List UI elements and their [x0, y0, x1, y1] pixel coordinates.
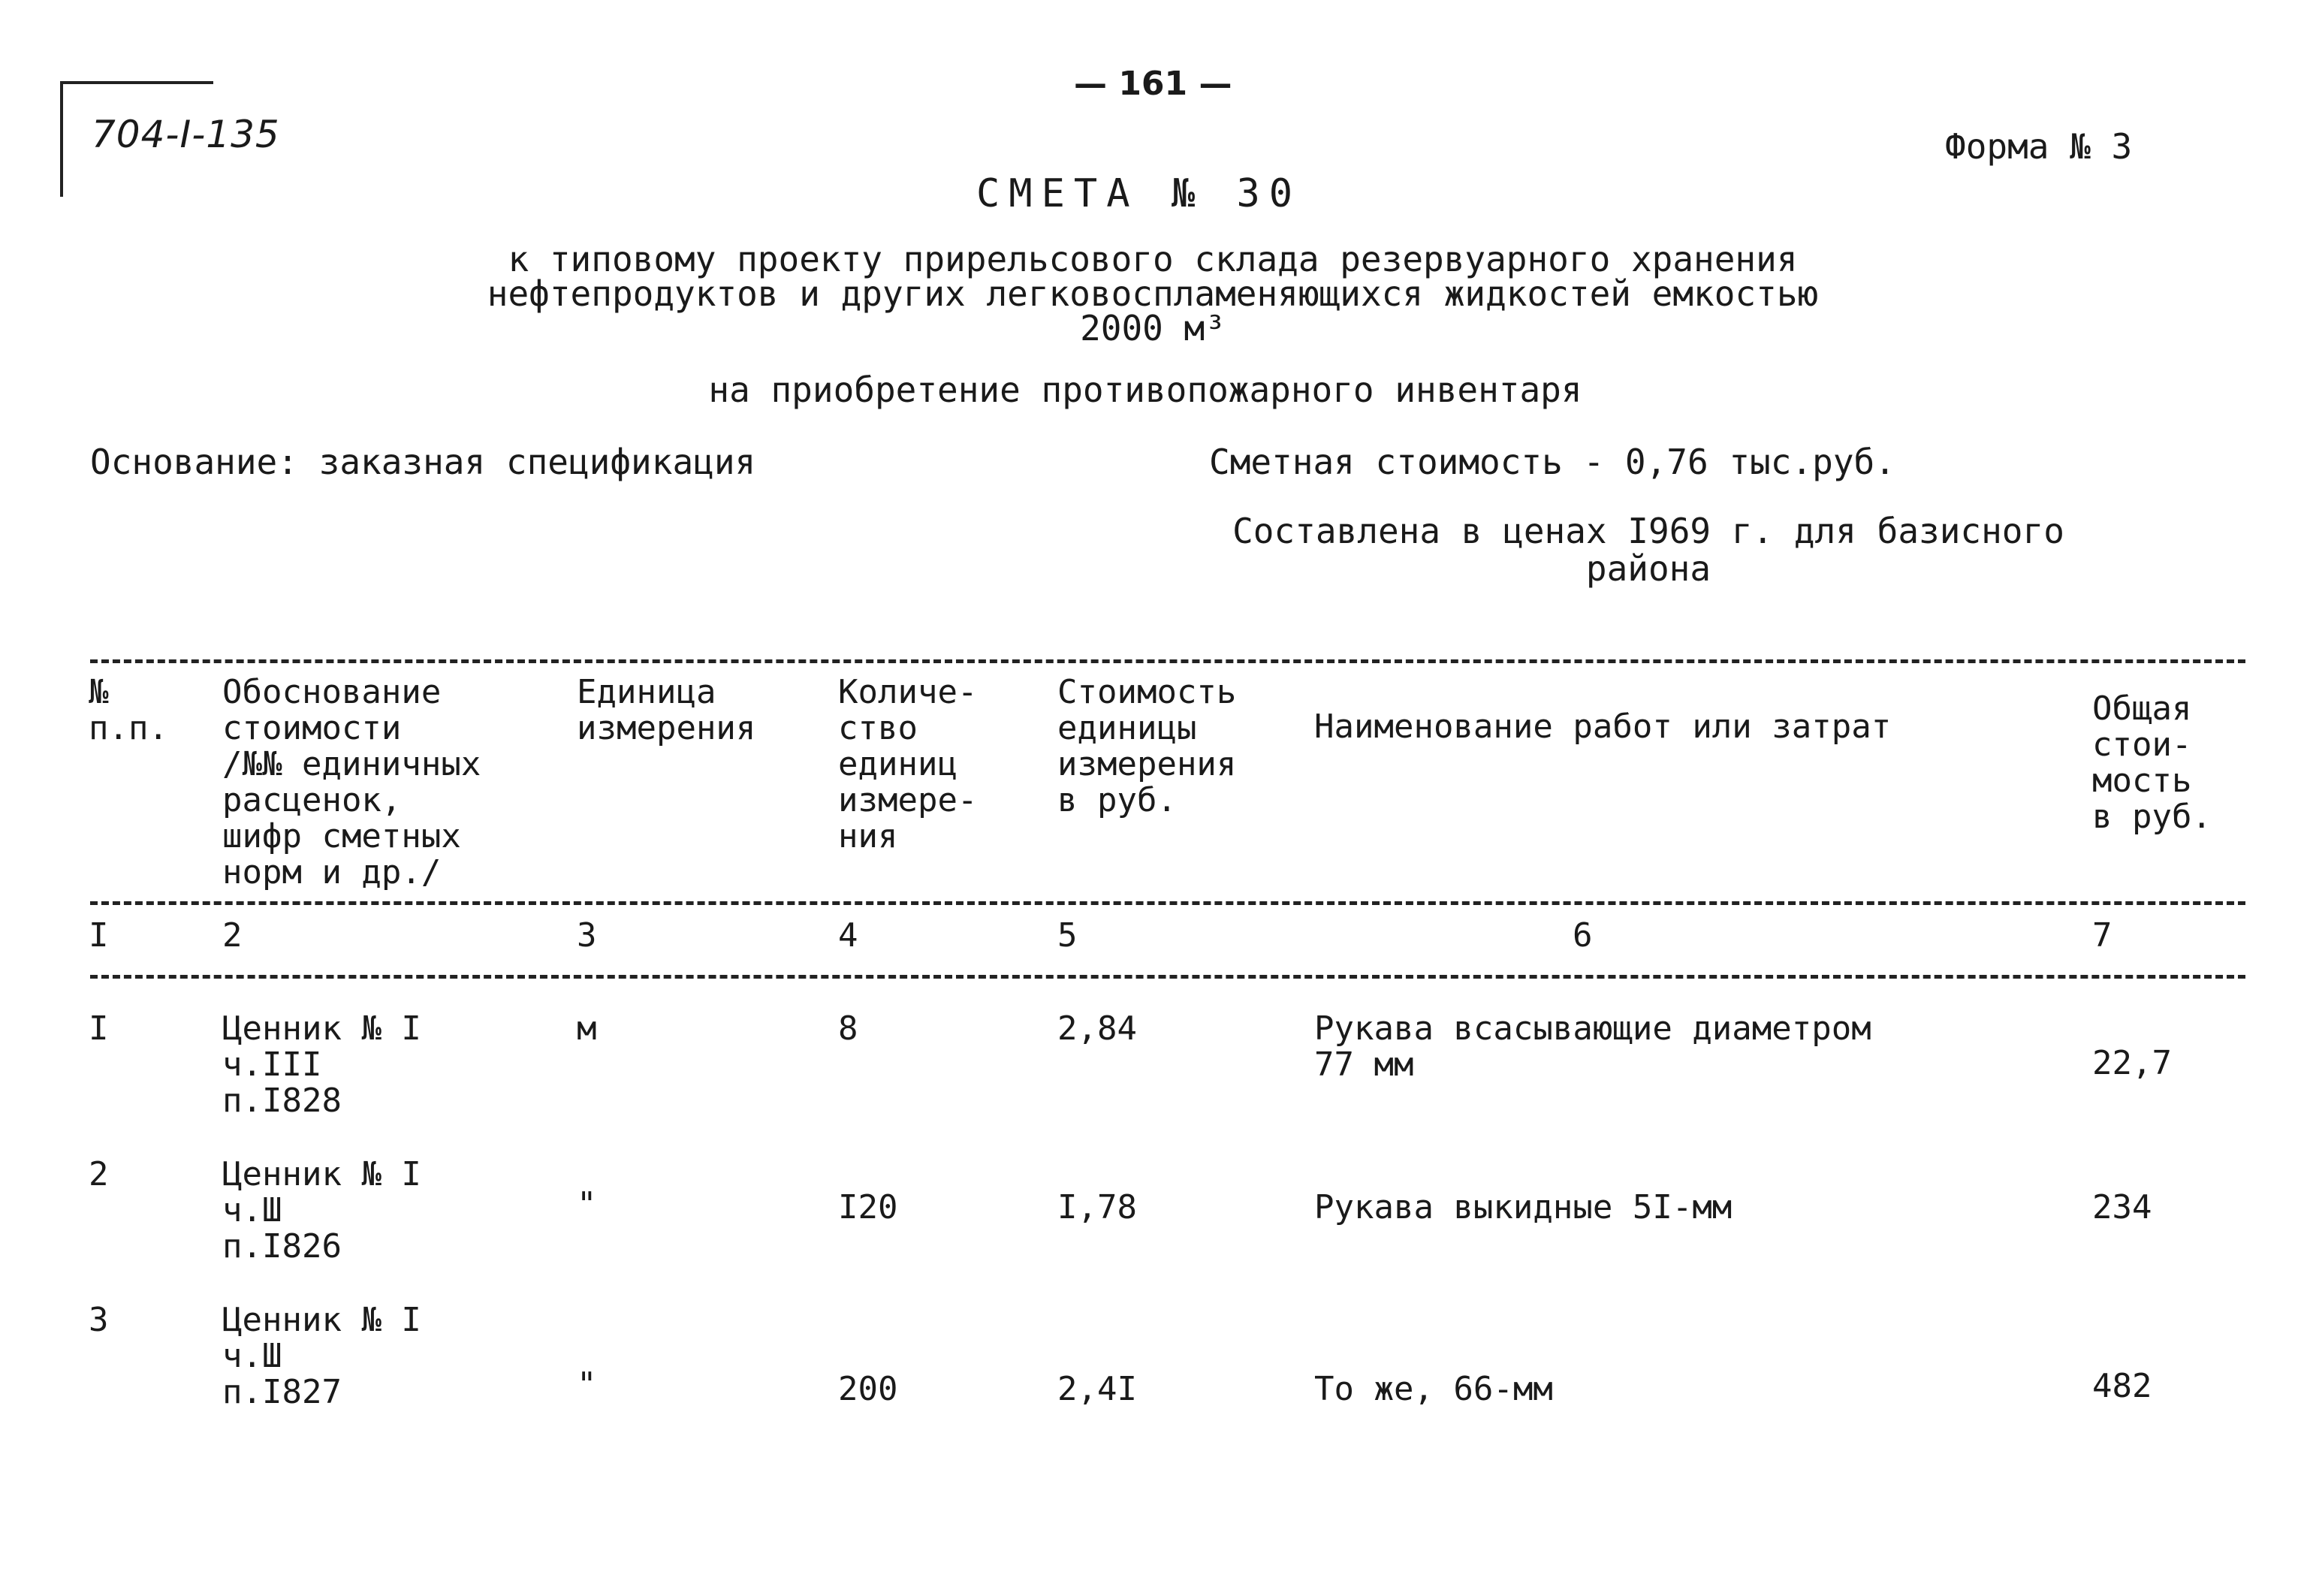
row-unit: "	[577, 1185, 597, 1223]
row-quantity: I20	[838, 1188, 898, 1226]
row-unit: м	[577, 1009, 597, 1048]
row-total: 234	[2092, 1188, 2152, 1226]
table-rule-header	[90, 901, 2245, 905]
document-purpose: на приобретение противопожарного инвентаря	[708, 370, 1582, 410]
row-total: 22,7	[2092, 1044, 2172, 1082]
header-col-name: Наименование работ или затрат	[1314, 707, 1892, 746]
column-number: 7	[2092, 916, 2112, 955]
row-unit: "	[577, 1365, 597, 1404]
row-basis: Ценник № I ч.III п.I828	[222, 1009, 421, 1120]
header-col-price: Стоимость единицы измерения в руб.	[1057, 673, 1237, 819]
row-total: 482	[2092, 1367, 2152, 1405]
column-number: 4	[838, 916, 858, 955]
row-unit-price: 2,4I	[1057, 1370, 1137, 1408]
header-col-qty: Количе- ство единиц измере- ния	[838, 673, 978, 855]
table-rule-top	[90, 659, 2245, 663]
prices-note: Составлена в ценах I969 г. для базисного района	[1232, 511, 2064, 589]
row-number: I	[89, 1009, 109, 1048]
document-stamp: 704-I-135	[92, 113, 280, 156]
header-col-unit: Единица измерения	[577, 673, 756, 747]
column-number: 3	[577, 916, 597, 955]
header-col-total: Общая стои- мость в руб.	[2092, 689, 2212, 836]
row-item-name: Рукава всасывающие диаметром 77 мм	[1314, 1009, 1871, 1084]
header-col-basis: Обоснование стоимости /№№ единичных расценок, шифр сметных норм и др./	[222, 673, 481, 892]
row-item-name: Рукава выкидные 5I-мм	[1314, 1188, 1733, 1226]
row-unit-price: I,78	[1057, 1188, 1137, 1226]
row-number: 2	[89, 1155, 109, 1193]
table-rule-colnums	[90, 975, 2245, 979]
document-title: СМЕТА № 30	[976, 171, 1302, 216]
column-number: 6	[1573, 916, 1593, 955]
header-col-num: № п.п.	[89, 673, 168, 747]
row-basis: Ценник № I ч.Ш п.I826	[222, 1155, 421, 1266]
form-number: Форма № 3	[1945, 126, 2133, 167]
column-number: 5	[1057, 916, 1078, 955]
document-subtitle: к типовому проекту прирельсового склада резервуарного хранения нефтепродуктов и других легковоспламеняющихся жидкостей емкостью 2000 м³	[487, 239, 1819, 348]
page-number: — 161 —	[1074, 65, 1232, 103]
row-basis: Ценник № I ч.Ш п.I827	[222, 1301, 421, 1411]
column-number: 2	[222, 916, 243, 955]
column-number: I	[89, 916, 109, 955]
estimated-cost: Сметная стоимость - 0,76 тыс.руб.	[1209, 442, 1895, 482]
row-number: 3	[89, 1301, 109, 1339]
row-item-name: То же, 66-мм	[1314, 1370, 1553, 1408]
row-unit-price: 2,84	[1057, 1009, 1137, 1048]
basis-line: Основание: заказная спецификация	[90, 442, 756, 482]
row-quantity: 8	[838, 1009, 858, 1048]
row-quantity: 200	[838, 1370, 898, 1408]
